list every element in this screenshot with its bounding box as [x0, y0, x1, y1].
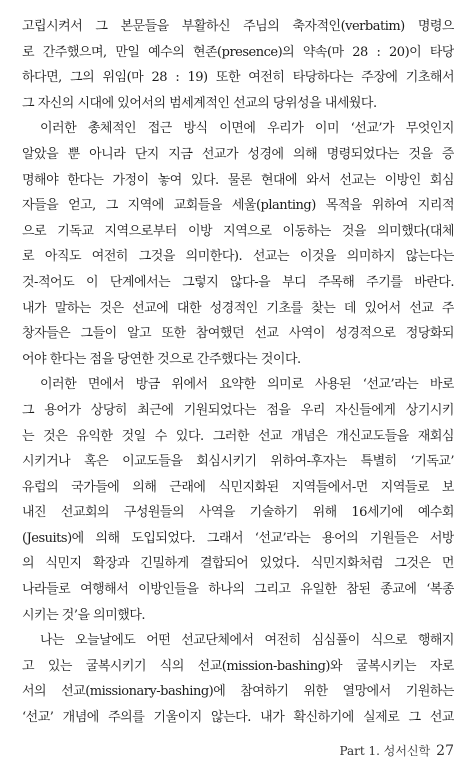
text-line: 으로 기독교 지역으로부터 이방 지역으로 이동하는 것을 의미했다(대체: [22, 223, 454, 239]
text-line: 의 식민지 확장과 긴밀하게 결합되어 있었다. 식민지화처럼 그것은 먼: [22, 556, 454, 572]
text-line: 시키거나 혹은 이교도들을 회심시키기 위하여-후자는 특별히 ‘기독교’: [22, 454, 454, 470]
paragraph-4: [22, 628, 454, 730]
text-line: 창자들은 그들이 알고 또한 참여했던 선교 사역이 성경적으로 정당화되: [22, 326, 454, 342]
text-line: 는 것은 유익한 것일 수 있다. 그러한 선교 개념은 개신교도들을 재회심: [22, 428, 454, 444]
text-line: 명해야 한다는 가정이 놓여 있다. 물론 현대에 와서 선교는 이방인 회심: [22, 172, 454, 188]
text-line: (Jesuits)에 의해 도입되었다. 그래서 ‘선교’라는 용어의 기원들은 서방: [22, 530, 454, 546]
text-line: 그 자신의 시대에 있어서의 범세계적인 선교의 당위성을 내세웠다.: [22, 95, 377, 111]
paragraph-1: [22, 14, 454, 116]
text-line: 고 있는 굴복시키기 식의 선교(mission-bashing)와 굴복시키는 자로: [22, 658, 454, 674]
text-line: 로 아직도 여전히 그것을 의미한다). 선교는 이것을 의미하지 않는다는: [22, 249, 454, 265]
page-footer: [339, 742, 454, 759]
paragraph-3: [22, 372, 454, 628]
text-line: 고립시켜서 그 본문들을 부활하신 주님의 축자적인(verbatim) 명령으: [22, 19, 454, 34]
text-line: 알았을 뿐 아니라 단지 지금 선교가 성경에 의해 명령되었다는 것을 증: [22, 146, 454, 162]
text-line: 하다면, 그의 위임(마 28 : 19) 또한 여전히 타당하다는 주장에 기초해서: [22, 70, 454, 86]
text-line: 시키는 것’을 의미했다.: [22, 607, 146, 623]
text-line: 나라들로 여행해서 이방인들을 하나의 그리고 유일한 참된 종교에 ‘복종: [22, 582, 454, 598]
paragraph-2: [22, 116, 454, 372]
page-number: 27: [436, 743, 454, 759]
text-line: 내진 선교회의 구성원들의 사역을 기술하기 위해 16세기에 예수회: [22, 505, 454, 521]
text-line: 유럽의 국가들에 의해 근래에 식민지화된 지역들에서-먼 지역들로 보: [22, 479, 454, 495]
text-line: 그 용어가 상당히 최근에 기원되었다는 점을 우리 자신들에게 상기시키: [22, 402, 454, 418]
text-line: 서의 선교(missionary-bashing)에 참여하기 위한 열망에서 기원하는: [22, 684, 454, 700]
text-line: 로 간주했으며, 만일 예수의 현존(presence)의 약속(마 28 : 20)이 타당: [22, 44, 454, 60]
text-line: 자들을 얻고, 그 지역에 교회들을 세울(planting) 목적을 위하여 지리적: [22, 198, 454, 214]
text-line: 나는 오늘날에도 어떤 선교단체에서 여전히 심심풀이 식으로 행해지: [40, 633, 454, 649]
text-line: ‘선교’ 개념에 주의를 기울이지 않는다. 내가 확신하기에 실제로 그 선교: [22, 710, 454, 726]
text-line: 것-적어도 이 단계에서는 그렇지 않다-을 부디 주목해 주기를 바란다.: [22, 274, 454, 290]
text-line: 어야 한다는 점을 당연한 것으로 간주했다는 것이다.: [22, 351, 301, 367]
text-line: 내가 말하는 것은 선교에 대한 성경적인 기초를 찾는 데 있어서 선교 주: [22, 300, 454, 316]
text-line: 이러한 총체적인 접근 방식 이면에 우리가 이미 ‘선교’가 무엇인지: [40, 121, 454, 137]
footer-section-label: Part 1. 성서신학: [339, 744, 431, 758]
text-line: 이러한 면에서 방금 위에서 요약한 의미로 사용된 ‘선교’라는 바로: [40, 377, 454, 393]
